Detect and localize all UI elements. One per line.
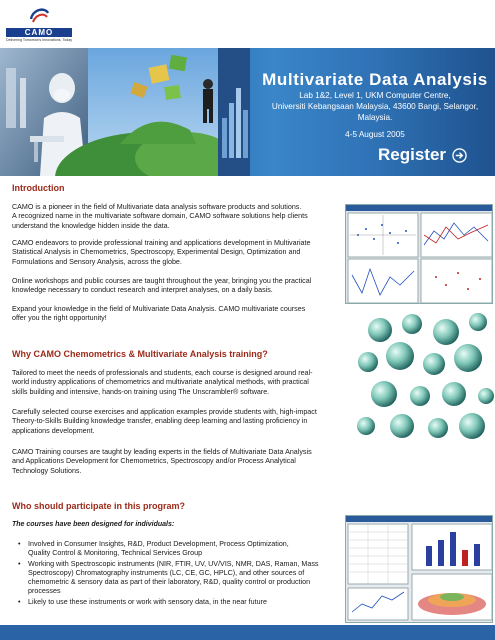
why-p2-line-1: Carefully selected course exercises and application examples provide students with, high-impact — [12, 408, 317, 416]
software-screenshot-plots — [345, 204, 493, 304]
bullet-2-line-1: • Working with Spectroscopic instruments (NIR, FTIR, UV, UV/VIS, NMR, DAS, Raman, Mass — [28, 559, 319, 568]
why-paragraph-3 — [12, 448, 312, 476]
bullet-2-line-3: chemometric & sensory data as part of their laboratory, R&D, quality control or production — [28, 578, 311, 587]
location-line-2: Universiti Kebangsaan Malaysia, 43600 Bangi, Selangor, — [271, 102, 479, 111]
location-line-3: Malaysia. — [357, 113, 393, 122]
bullet-1-line-2: Quality Control & Monitoring, Technical Services Group — [28, 549, 203, 558]
location-line-1: Lab 1&2, Level 1, UKM Computer Centre, — [299, 91, 451, 100]
software-screenshot-results — [345, 515, 493, 623]
register-link[interactable] — [378, 145, 467, 165]
why-p3-line-1: CAMO Training courses are taught by leading experts in the fields of Multivariate Data Analysis — [12, 448, 312, 456]
intro-p1-line-3: understand the knowledge hidden inside the data. — [12, 221, 170, 230]
bullet-2-line-4: processes — [28, 587, 61, 596]
intro-p4-line-1: Expand your knowledge in the field of Multivariate Data Analysis. CAMO multivariate courses — [12, 305, 306, 313]
list-item — [12, 560, 342, 597]
why-paragraph-2 — [12, 408, 317, 436]
logo-wordmark: CAMO — [6, 28, 72, 37]
audience-list — [12, 540, 342, 608]
intro-paragraph-4 — [12, 305, 305, 324]
camo-logo[interactable] — [6, 5, 72, 45]
event-date: 4-5 August 2005 — [345, 130, 405, 139]
intro-p4-line-2: offer you the right opportunity! — [12, 314, 107, 323]
intro-p3-line-1: Online workshops and public courses are taught throughout the year, bringing you the practical — [12, 277, 312, 285]
who-heading: Who should participate in this program? — [12, 501, 186, 511]
why-p3-line-3: Technology Solutions. — [12, 466, 82, 475]
logo-tagline: Delivering Tomorrow's Innovations, Today — [6, 38, 73, 42]
arrow-right-circle-icon — [452, 148, 467, 163]
intro-p3-line-2: knowledge necessary to conduct research and interpret analyses, on a daily basis. — [12, 286, 273, 295]
screenshot-results-graphic — [346, 516, 493, 623]
why-p1-line-2: world industry applications of chemometrics and multivariate analytical methods, with practical — [12, 378, 309, 387]
intro-paragraph-2 — [12, 239, 310, 267]
why-p2-line-2: Theory-to-Skills Building knowledge transfer, enabling deep learning and lasting proficiency in — [12, 417, 308, 426]
intro-paragraph-3 — [12, 277, 311, 296]
intro-p1-line-1: CAMO is a pioneer in the field of Multivariate data analysis software products and solutions. — [12, 203, 302, 211]
bullet-3-line-1: • Likely to use these instruments or work with sensory data, in the near future — [28, 597, 267, 606]
why-paragraph-1 — [12, 369, 313, 397]
why-p1-line-1: Tailored to meet the needs of professionals and students, each course is designed around real- — [12, 369, 313, 377]
why-p1-line-3: skills building and intensive, hands-on training using The Unscrambler® software. — [12, 387, 270, 396]
intro-p2-line-3: Formulations and Sensory Analysis, across the globe. — [12, 257, 182, 266]
list-item — [12, 540, 342, 559]
banner-text-block — [255, 70, 495, 139]
register-label: Register — [378, 145, 447, 164]
intro-p1-line-2: A recognized name in the multivariate software domain, CAMO software solutions help clients — [12, 212, 308, 221]
screenshot-plots-graphic — [346, 205, 493, 304]
intro-paragraph-1 — [12, 203, 308, 231]
footer-bar — [0, 625, 495, 640]
intro-p2-line-1: CAMO endeavors to provide professional training and applications development in Multivariate — [12, 239, 311, 247]
introduction-heading: Introduction — [12, 183, 65, 193]
bullet-2-line-2: Spectroscopy) Chromatography instruments (LC, CE, GC, HPLC), and other sources of — [28, 568, 305, 577]
why-heading: Why CAMO Chemometrics & Multivariate Analysis training? — [12, 349, 268, 359]
list-item — [12, 598, 342, 607]
why-p3-line-2: and Applications Development for Chemometrics, Spectroscopy and/or Process Analytical — [12, 457, 296, 466]
page-title: Multivariate Data Analysis — [262, 70, 488, 89]
intro-p2-line-2: Statistical Analysis in Chemometrics, Spectroscopy, Experimental Design, Optimization and — [12, 248, 301, 257]
why-p2-line-3: applications development. — [12, 426, 95, 435]
molecule-spheres-image — [350, 310, 495, 442]
banner-photo-collage — [0, 48, 250, 176]
spheres-graphic — [350, 310, 495, 442]
bullet-1-line-1: • Involved in Consumer Insights, R&D, Product Development, Process Optimization, — [28, 540, 289, 548]
logo-swoosh-icon — [28, 5, 50, 27]
who-subheading: The courses have been designed for individuals: — [12, 521, 175, 528]
